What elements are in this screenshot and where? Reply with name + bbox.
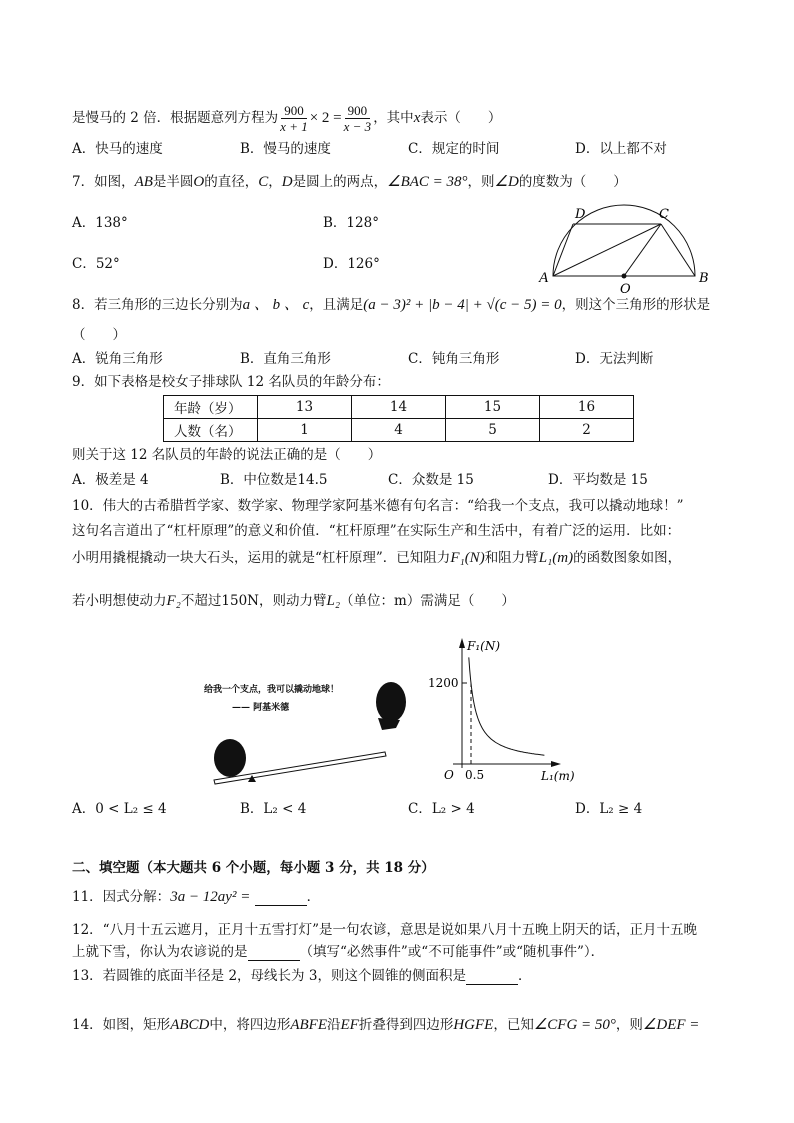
q13-stem [72, 967, 531, 985]
section-heading: 二、填空题（本大题共 6 个小题，每小题 3 分，共 18 分） [72, 860, 435, 876]
q10-option-a: A．0 < L₂ ≤ 4 [72, 801, 167, 817]
q10-option-b: B．L₂ < 4 [240, 801, 307, 817]
t: ， [268, 174, 282, 190]
var: F₂ [166, 593, 181, 609]
q10-option-c: C．L₂ > 4 [408, 801, 475, 817]
segment-ac [553, 224, 661, 276]
figure-quote: 给我一个支点，我可以撬动地球！ [204, 685, 340, 695]
x-axis-label: L₁(m) [541, 769, 575, 783]
angle: ∠BAC = 38° [387, 174, 468, 190]
times: × 2 = [309, 110, 342, 126]
table-cell: 14 [352, 396, 446, 419]
t: 14．如图，矩形 [72, 1017, 171, 1033]
t: （单位：m）需满足（ ） [340, 593, 515, 609]
label-b: B [699, 271, 709, 286]
q8-paren: （ ） [72, 327, 126, 343]
table-cell: 5 [446, 419, 540, 442]
var: F₁(N) [450, 550, 485, 566]
t: 上就下雪，你认为农谚说的是 [72, 944, 248, 960]
stone-icon [214, 739, 246, 777]
q6-stem [72, 103, 501, 134]
var: ABFE [290, 1017, 328, 1033]
q7-option-a: A．138° [72, 215, 128, 231]
table-row [164, 396, 634, 419]
equation: (a − 3)² + |b − 4| + √(c − 5) = 0 [363, 297, 562, 313]
q8-option-a: A．锐角三角形 [72, 351, 163, 367]
segment-co [624, 224, 661, 276]
y-axis-arrow [459, 638, 465, 648]
lever-illustration [200, 680, 430, 790]
q7-option-d: D．126° [323, 256, 380, 272]
answer-blank[interactable] [255, 891, 307, 906]
t: 8．若三角形的三边长分别为 [72, 297, 243, 313]
label-o: O [620, 282, 631, 295]
table-cell: 16 [540, 396, 634, 419]
q9-option-b: B．中位数是14.5 [220, 472, 328, 488]
q14-stem [72, 1016, 699, 1034]
var: L₁(m) [538, 550, 574, 566]
x-tick-label: 0.5 [465, 768, 485, 782]
t: 是圆上的两点， [292, 174, 388, 190]
archimedes-icon [376, 682, 406, 722]
origin-label: O [444, 768, 454, 782]
figure-author: —— 阿基米德 [232, 703, 290, 713]
archimedes-hand-icon [378, 718, 400, 730]
q9-option-a: A．极差是 4 [72, 472, 149, 488]
t: ，且满足 [309, 297, 364, 313]
q6-option-d: D．以上都不对 [575, 141, 667, 157]
y-tick-label: 1200 [428, 676, 459, 690]
q6-option-b: B．慢马的速度 [240, 141, 331, 157]
var: HGFE [453, 1017, 494, 1033]
q6-option-c: C．规定的时间 [408, 141, 500, 157]
q9-intro: 9．如下表格是校女子排球队 12 名队员的年龄分布： [72, 374, 390, 390]
var: EF [340, 1017, 359, 1033]
q10-line-2: 这句名言道出了“杠杆原理”的意义和价值．“杠杆原理”在实际生产和生活中，有着广泛的运用．比如： [72, 523, 681, 539]
fraction-1 [280, 103, 308, 134]
angle: ∠CFG = 50° [533, 1017, 616, 1033]
expr: 3a − 12ay² = [170, 889, 251, 905]
q6-option-a: A．快马的速度 [72, 141, 163, 157]
t: （填写“必然事件”或“不可能事件”或“随机事件”）． [299, 944, 605, 960]
curve [469, 657, 545, 755]
answer-blank[interactable] [466, 970, 518, 985]
q7-option-c: C．52° [72, 256, 120, 272]
age-table [163, 395, 634, 442]
label-d: D [575, 207, 586, 222]
var: AB [134, 174, 153, 190]
q8-stem [72, 296, 710, 314]
q8-option-b: B．直角三角形 [240, 351, 331, 367]
t: 的函数图象如图， [573, 550, 682, 566]
fraction-2 [344, 103, 372, 134]
table-cell: 4 [352, 419, 446, 442]
t: ，则 [615, 1017, 643, 1033]
inverse-function-graph [415, 632, 595, 787]
var: x [413, 110, 421, 126]
t: 中，将四边形 [209, 1017, 291, 1033]
center-point [622, 274, 627, 279]
t: 7．如图， [72, 174, 135, 190]
table-row [164, 419, 634, 442]
vars: a 、 b 、 c [242, 297, 310, 313]
t: 的直径， [204, 174, 259, 190]
t: 不超过150N，则动力臂 [180, 593, 327, 609]
var: ABCD [170, 1017, 210, 1033]
t: ，则这个三角形的形状是 [561, 297, 711, 313]
label-c: C [659, 207, 669, 222]
q8-option-c: C．钝角三角形 [408, 351, 500, 367]
y-axis-label: F₁(N) [467, 639, 500, 653]
q9-option-d: D．平均数是 15 [548, 472, 648, 488]
t: ，已知 [493, 1017, 534, 1033]
table-cell: 2 [540, 419, 634, 442]
q9-option-c: C．众数是 15 [388, 472, 474, 488]
t: ． [517, 968, 532, 984]
t: 13．若圆锥的底面半径是 2，母线长为 3，则这个圆锥的侧面积是 [72, 968, 466, 984]
denominator: x + 1 [280, 119, 308, 134]
table-cell: 年龄（岁） [164, 396, 258, 419]
var: D [281, 174, 293, 190]
q12-line-1: 12．“八月十五云遮月，正月十五雪打灯”是一句农谚，意思是说如果八月十五晚上阴天的话，正月十五晚 [72, 922, 697, 938]
q7-option-b: B．128° [323, 215, 379, 231]
t: 沿 [327, 1017, 341, 1033]
q6-text: 表示（ ） [420, 110, 502, 126]
answer-blank[interactable] [248, 946, 300, 961]
angle: ∠DEF = [642, 1017, 700, 1033]
denominator: x − 3 [343, 119, 372, 134]
table-cell: 15 [446, 396, 540, 419]
table-cell: 13 [258, 396, 352, 419]
x-axis-arrow [551, 761, 561, 767]
q10-line-3 [72, 549, 681, 567]
t: 小明用撬棍撬动一块大石头，运用的就是“杠杆原理”．已知阻力 [72, 550, 451, 566]
var: O [193, 174, 205, 190]
q11-stem [72, 888, 320, 906]
var: C [258, 174, 269, 190]
q10-line-1: 10．伟大的古希腊哲学家、数学家、物理学家阿基米德有句名言：“给我一个支点，我可以撬动地球！” [72, 498, 684, 514]
t: 折叠得到四边形 [358, 1017, 454, 1033]
label-a: A [539, 270, 549, 286]
t: 的度数为（ ） [518, 174, 627, 190]
t: 11．因式分解： [72, 889, 171, 905]
angle: ∠D [494, 174, 519, 190]
numerator: 900 [281, 103, 307, 119]
q6-text: ，其中 [373, 110, 414, 126]
q8-option-d: D．无法判断 [575, 351, 654, 367]
q10-line-4 [72, 592, 515, 610]
q12-line-2 [72, 943, 604, 961]
t: ，则 [467, 174, 495, 190]
q9-question: 则关于这 12 名队员的年龄的说法正确的是（ ） [72, 447, 382, 463]
numerator: 900 [345, 103, 371, 119]
semicircle-figure [535, 200, 715, 295]
q10-option-d: D．L₂ ≥ 4 [575, 801, 643, 817]
t: 若小明想使动力 [72, 593, 167, 609]
var: L₂ [326, 593, 341, 609]
t: 和阻力臂 [484, 550, 539, 566]
q6-text: 是慢马的 2 倍．根据题意列方程为 [72, 110, 279, 126]
t: ． [306, 889, 321, 905]
table-cell: 1 [258, 419, 352, 442]
q7-stem [72, 173, 627, 191]
table-cell: 人数（名） [164, 419, 258, 442]
t: 是半圆 [152, 174, 194, 190]
